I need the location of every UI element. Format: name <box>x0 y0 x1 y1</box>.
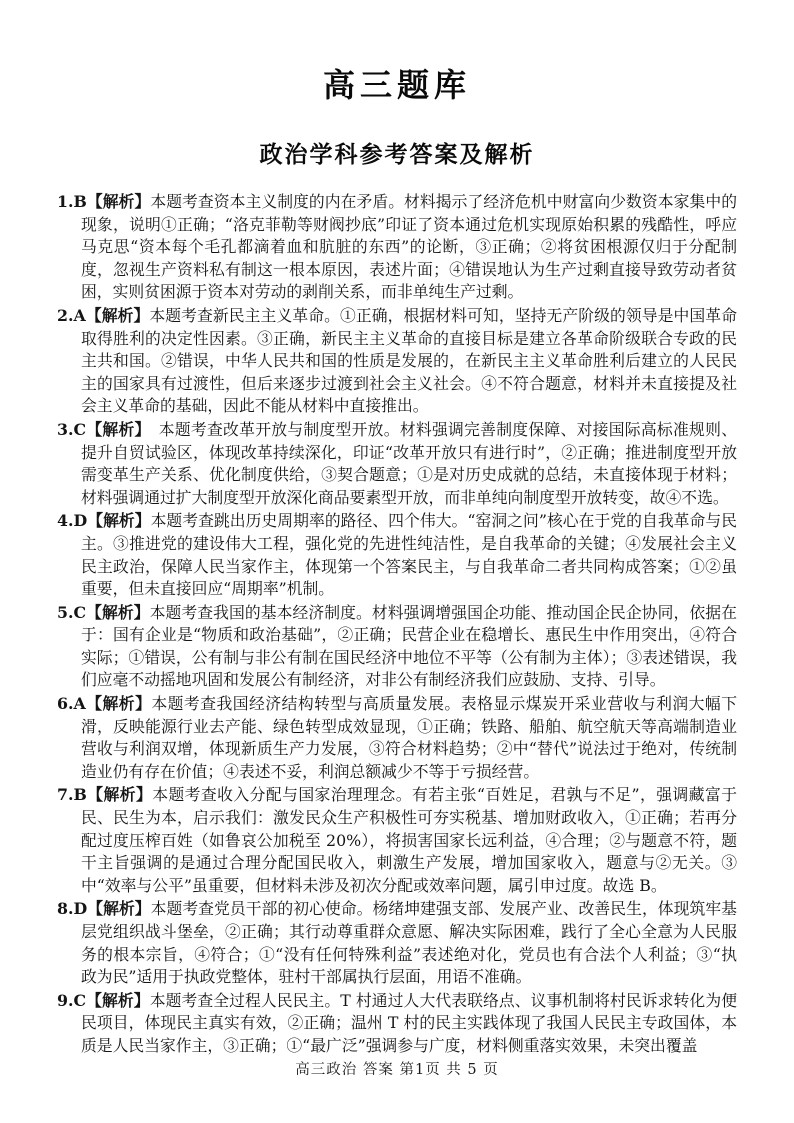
answer-item-7-text: 本题考查收入分配与国家治理理念。有若主张“百姓足，君孰与不足”，强调藏富于民、民生为本，启示我们：激发民众生产积极性可夯实税基、增加财政收入，①正确；若再分配过度压榨百姓（如鲁哀公加税至 20%），将损害国家长远利益，④合理；②与题意不符，题干主旨强调的是通过合理分配国民收入，刺激生产发展，增加国家收入，题意与②无关。③中“效率与公平”虽重要，但材料未涉及初次分配或效率问题，属引申过度。故选 B。 <box>81 785 737 895</box>
answer-item-1-text: 本题考查资本主义制度的内在矛盾。材料揭示了经济危机中财富向少数资本家集中的现象，说明①正确；“洛克菲勒等财阀抄底”印证了资本通过危机实现原始积累的残酷性，呼应马克思“资本每个毛孔都滴着血和肮脏的东西”的论断，③正确；②将贫困根源仅归于分配制度，忽视生产资料私有制这一根本原因，表述片面；④错误地认为生产过剩直接导致劳动者贫困，实则贫困源于资本对劳动的剥削关系，而非单纯生产过剩。 <box>81 192 737 302</box>
page-title: 高三题库 <box>322 66 471 104</box>
answer-item-4 <box>57 510 737 600</box>
answer-item-6 <box>57 693 737 783</box>
answer-item-6-text: 本题考查我国经济结构转型与高质量发展。表格显示煤炭开采业营收与利润大幅下滑，反映能源行业去产能、绿色转型成效显现，①正确；铁路、船舶、航空航天等高端制造业营收与利润双增，体现新质生产力发展，③符合材料趋势；②中“替代”说法过于绝对，传统制造业仍有存在价值；④表述不妥，利润总额减少不等于亏损经营。 <box>81 694 737 781</box>
answer-item-3 <box>57 419 737 509</box>
page-subtitle: 政治学科参考答案及解析 <box>259 141 535 168</box>
answer-item-5 <box>57 602 737 692</box>
answer-item-4-label: 4.D【解析】 <box>57 511 151 531</box>
answer-item-7 <box>57 784 737 897</box>
answer-item-9 <box>57 990 737 1058</box>
answer-item-4-text: 本题考查跳出历史周期率的路径、四个伟大。“窑洞之问”核心在于党的自我革命与民主。③推进党的建设伟大工程，强化党的先进性纯洁性，是自我革命的关键；④发展社会主义民主政治，保障人民当家作主，体现第一个答案民主，与自我革命二者共同构成答案；①②虽重要，但未直接回应“周期率”机制。 <box>81 511 737 599</box>
answer-item-3-text: 本题考查改革开放与制度型开放。材料强调完善制度保障、对接国际高标准规则、提升自贸试验区，体现改革持续深化，印证“改革开放只有进行时”，②正确；推进制度型开放需变革生产关系、优化制度供给，③契合题意；①是对历史成就的总结，未直接体现于材料；材料强调通过扩大制度型开放深化商品要素型开放，而非单纯向制度型开放转变，故④不选。 <box>81 419 737 507</box>
answer-item-9-text: 本题考查全过程人民民主。T 村通过人大代表联络点、议事机制将村民诉求转化为便民项目，体现民主真实有效，②正确；温州 T 村的民主实践体现了我国人民民主专政国体，本质是人民当家作主，③正确；①“最广泛”强调参与广度，材料侧重落实效果，未突出覆盖 <box>81 990 737 1055</box>
answer-item-7-label: 7.B【解析】 <box>57 785 153 805</box>
page-footer: 高三政治 答案 第1页 共 5 页 <box>295 1062 499 1078</box>
answer-item-2 <box>57 305 737 418</box>
answer-item-5-label: 5.C【解析】 <box>57 602 150 622</box>
answer-item-8-text: 本题考查党员干部的初心使命。杨绪坤建强支部、发展产业、改善民生，体现筑牢基层党组织战斗堡垒，②正确；其行动尊重群众意愿、解决实际困难，践行了全心全意为人民服务的根本宗旨，④符合；①“没有任何特殊利益”表述绝对化，党员也有合法个人利益；③“执政为民”适用于执政党整体，驻村干部属执行层面，用语不准确。 <box>81 899 737 987</box>
answer-item-5-text: 本题考查我国的基本经济制度。材料强调增强国企功能、推动国企民企协同，依据在于：国有企业是“物质和政治基础”，②正确；民营企业在稳增长、惠民生中作用突出，④符合实际；①错误，公有制与非公有制在国民经济中地位不平等（公有制为主体）；③表述错误，我们应毫不动摇地巩固和发展公有制经济，对非公有制经济我们应鼓励、支持、引导。 <box>81 602 737 690</box>
answer-item-2-label: 2.A【解析】 <box>57 305 150 325</box>
answers-list <box>57 191 737 1058</box>
answer-item-1 <box>57 191 737 304</box>
answer-item-2-text: 本题考查新民主主义革命。①正确，根据材料可知，坚持无产阶级的领导是中国革命取得胜利的决定性因素。③正确，新民主主义革命的直接目标是建立各革命阶级联合专政的民主共和国。②错误，中华人民共和国的性质是发展的，在新民主主义革命胜利后建立的人民民主的国家具有过渡性，但后来逐步过渡到社会主义社会。④不符合题意，材料并未直接提及社会主义革命的基础，因此不能从材料中直接推出。 <box>81 305 737 416</box>
answer-item-8-label: 8.D【解析】 <box>57 899 151 919</box>
answer-item-6-label: 6.A【解析】 <box>57 694 152 714</box>
answer-item-8 <box>57 898 737 988</box>
answer-item-3-label: 3.C【解析】 <box>57 419 143 439</box>
answer-item-1-label: 1.B【解析】 <box>57 192 151 211</box>
answer-item-9-label: 9.C【解析】 <box>57 990 150 1010</box>
